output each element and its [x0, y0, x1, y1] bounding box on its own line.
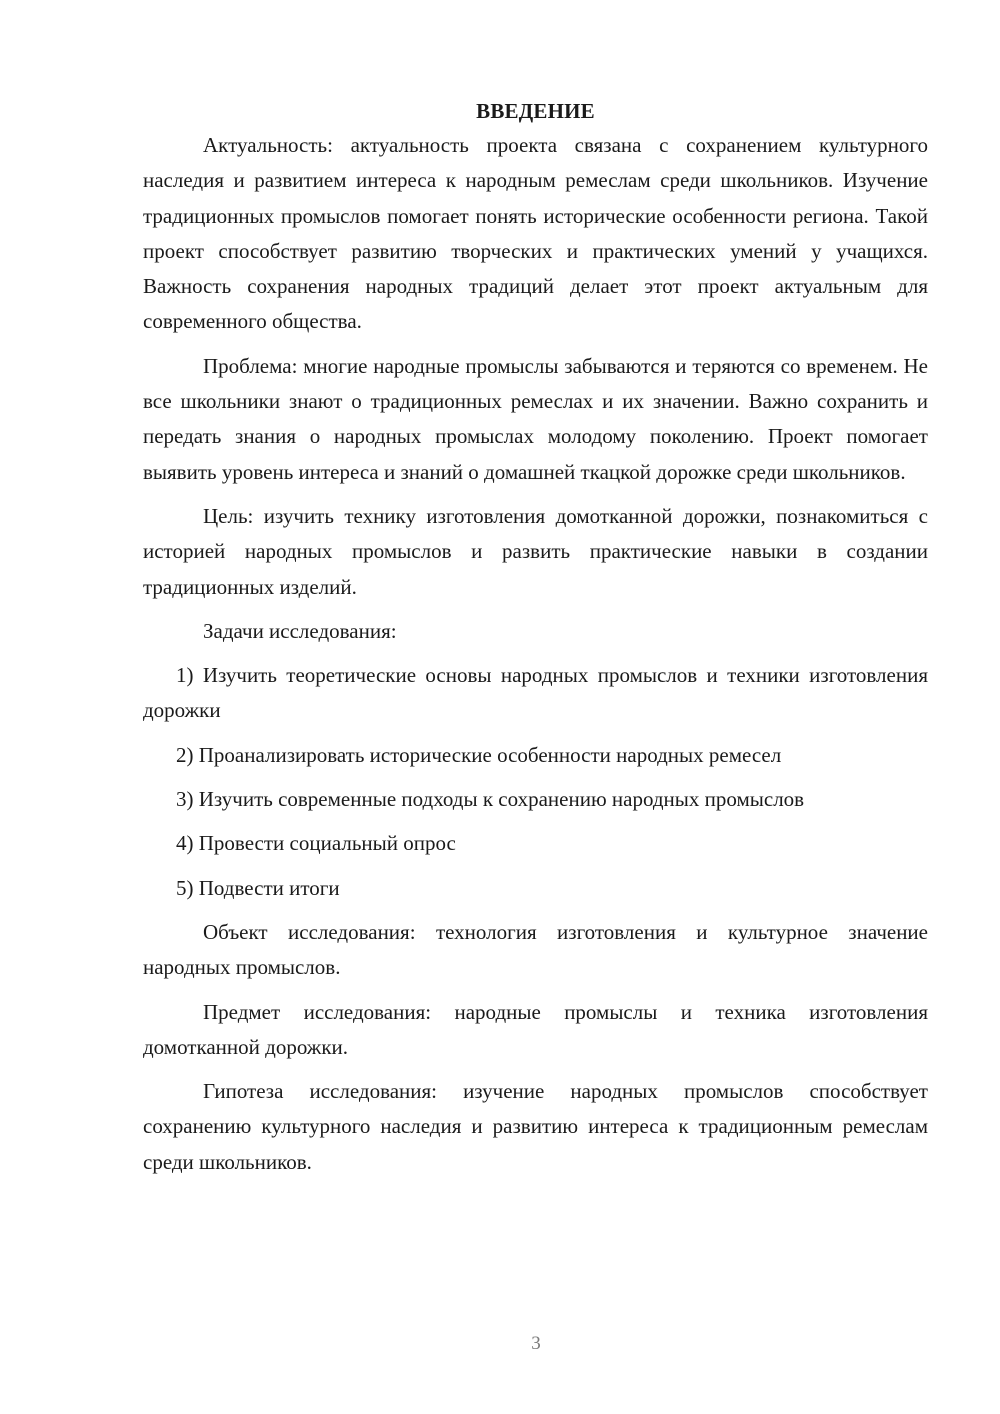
section-title: ВВЕДЕНИЕ — [476, 99, 595, 123]
task-item-1: 1) Изучить теоретические основы народных промыслов и техники изготовления дорожки — [143, 663, 928, 723]
paragraph-hypothesis: Гипотеза исследования: изучение народных промыслов способствует сохранению культурного наследия и развитию интереса к традиционным ремеслам среди школьников. — [143, 1079, 928, 1174]
task-item-2: 2) Проанализировать исторические особенности народных ремесел — [176, 742, 782, 767]
paragraph-relevance: Актуальность: актуальность проекта связана с сохранением культурного наследия и развитием интереса к народным ремеслам среди школьников. Изучение традиционных промыслов помогает понять исторические особенности региона. Такой проект способствует развитию творческих и практических умений у учащихся. Важность сохранения народных традиций делает этот проект актуальным для современного общества. — [143, 133, 928, 334]
paragraph-problem: Проблема: многие народные промыслы забываются и теряются со временем. Не все школьники знают о традиционных ремеслах и их значении. Важно сохранить и передать знания о народных промыслах молодому поколению. Проект помогает выявить уровень интереса и знаний о домашней ткацкой дорожке среди школьников. — [143, 353, 928, 484]
tasks-heading: Задачи исследования: — [203, 618, 397, 643]
paragraph-object: Объект исследования: технология изготовления и культурное значение народных промыслов. — [143, 919, 928, 980]
paragraph-subject: Предмет исследования: народные промыслы и техника изготовления домотканной дорожки. — [143, 999, 928, 1059]
paragraph-goal: Цель: изучить технику изготовления домотканной дорожки, познакомиться с историей народных промыслов и развить практические навыки в создании традиционных изделий. — [143, 503, 928, 599]
page-number: 3 — [531, 1333, 541, 1354]
document-page — [143, 94, 928, 1180]
task-item-4: 4) Провести социальный опрос — [176, 831, 456, 856]
task-item-3: 3) Изучить современные подходы к сохранению народных промыслов — [176, 787, 805, 812]
task-item-5: 5) Подвести итоги — [176, 875, 340, 900]
